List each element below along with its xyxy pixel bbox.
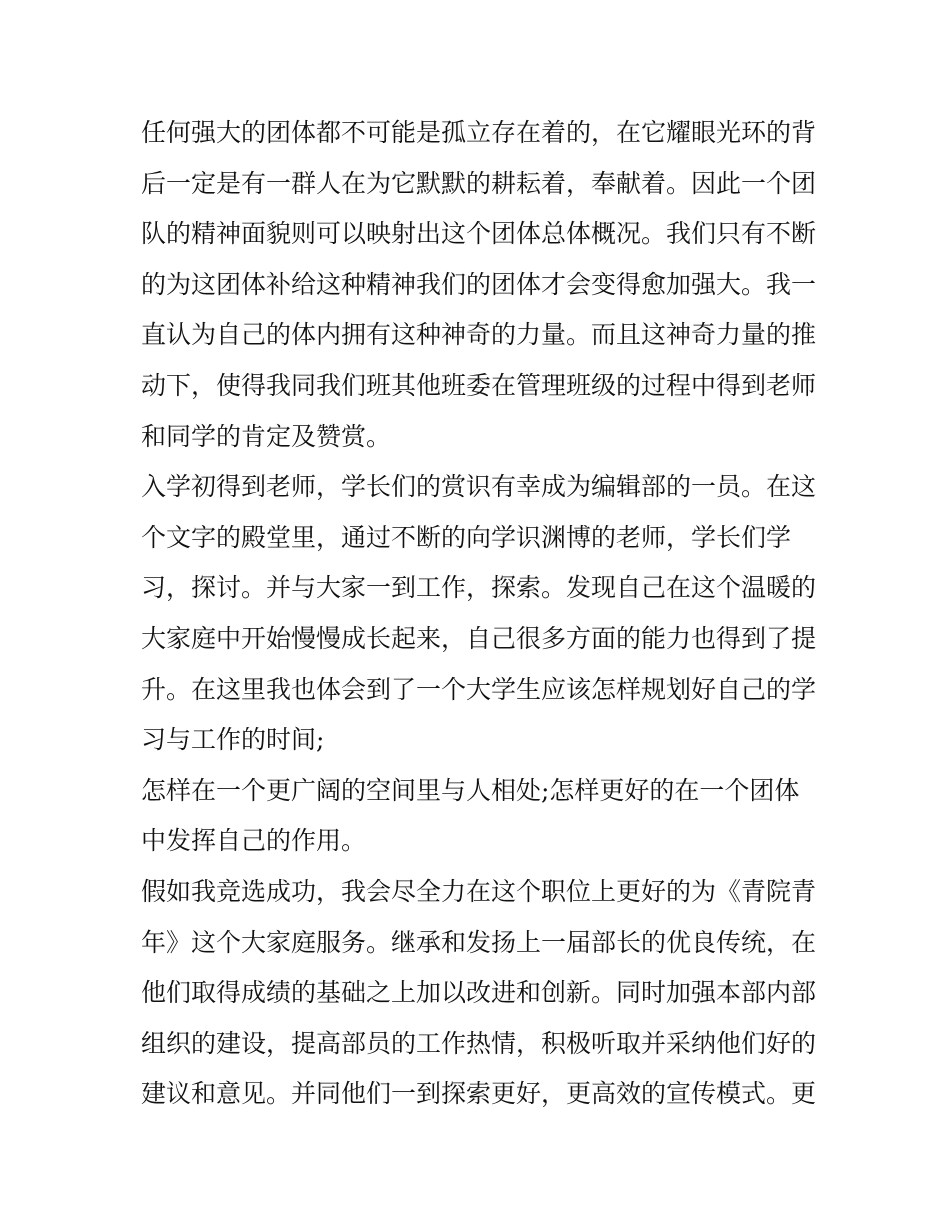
text-line: 入学初得到老师，学长们的赏识有幸成为编辑部的一员。在这	[141, 472, 817, 502]
text-line: 升。在这里我也体会到了一个大学生应该怎样规划好自己的学	[141, 674, 817, 704]
text-line: 习与工作的时间;	[141, 725, 325, 755]
text-line: 个文字的殿堂里，通过不断的向学识渊博的老师，学长们学	[141, 522, 792, 552]
text-line: 习，探讨。并与大家一到工作，探索。发现自己在这个温暖的	[141, 573, 817, 603]
text-line: 和同学的肯定及赞赏。	[141, 421, 392, 451]
text-line: 后一定是有一群人在为它默默的耕耘着，奉献着。因此一个团	[141, 168, 817, 198]
text-line: 年》这个大家庭服务。继承和发扬上一届部长的优良传统，在	[141, 927, 817, 957]
text-line: 建议和意见。并同他们一到探索更好，更高效的宣传模式。更	[141, 1079, 817, 1109]
text-line: 组织的建设，提高部员的工作热情，积极听取并采纳他们好的	[141, 1028, 817, 1058]
text-line: 大家庭中开始慢慢成长起来，自己很多方面的能力也得到了提	[141, 623, 817, 653]
text-line: 怎样在一个更广阔的空间里与人相处;怎样更好的在一个团体	[141, 775, 800, 805]
document-body	[141, 108, 821, 1120]
text-line: 他们取得成绩的基础之上加以改进和创新。同时加强本部内部	[141, 978, 817, 1008]
text-line: 队的精神面貌则可以映射出这个团体总体概况。我们只有不断	[141, 219, 817, 249]
text-line: 假如我竞选成功，我会尽全力在这个职位上更好的为《青院青	[141, 876, 817, 906]
text-line: 中发挥自己的作用。	[141, 826, 367, 856]
text-line: 的为这团体补给这种精神我们的团体才会变得愈加强大。我一	[141, 269, 817, 299]
text-line: 任何强大的团体都不可能是孤立存在着的，在它耀眼光环的背	[141, 118, 817, 147]
text-line: 动下，使得我同我们班其他班委在管理班级的过程中得到老师	[141, 370, 817, 400]
text-line: 直认为自己的体内拥有这种神奇的力量。而且这神奇力量的推	[141, 320, 817, 350]
